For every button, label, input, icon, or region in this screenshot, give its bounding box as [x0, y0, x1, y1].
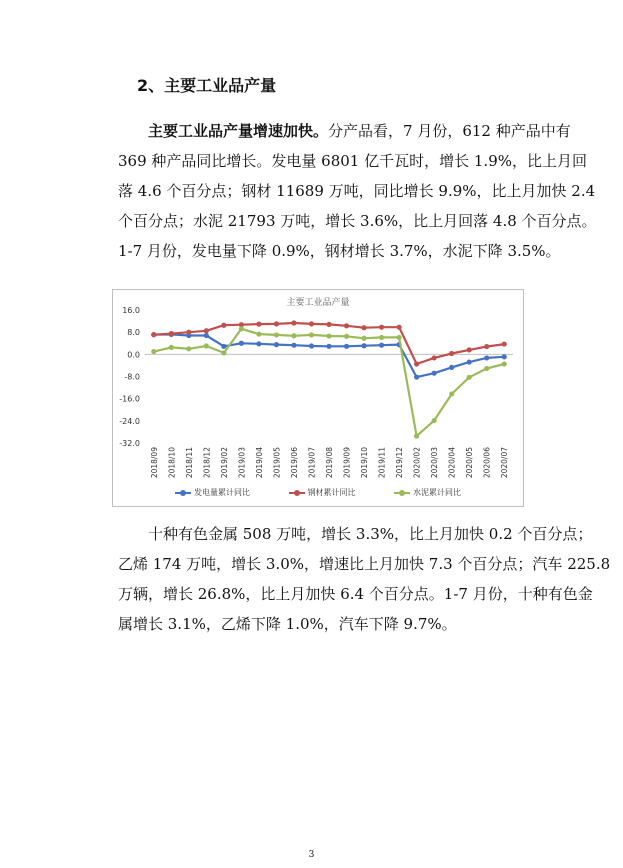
- data-point: [291, 343, 296, 348]
- x-tick-label: 2019/09: [342, 447, 352, 479]
- x-tick-label: 2018/11: [184, 447, 194, 479]
- legend-swatch-icon: [175, 489, 191, 497]
- legend-swatch-icon: [289, 489, 305, 497]
- x-tick-label: 2019/03: [237, 447, 247, 479]
- data-point: [361, 325, 366, 330]
- data-point: [221, 344, 226, 349]
- data-point: [326, 333, 331, 338]
- data-point: [361, 336, 366, 341]
- data-point: [379, 343, 384, 348]
- data-point: [467, 347, 472, 352]
- data-point: [291, 333, 296, 338]
- data-point: [221, 323, 226, 328]
- y-tick-label: 0.0: [127, 350, 140, 360]
- x-tick-label: 2019/08: [325, 447, 334, 479]
- x-tick-label: 2020/03: [430, 447, 440, 479]
- data-point: [169, 345, 174, 350]
- paragraph-line: 乙烯 174 万吨，增长 3.0%，增速比上月加快 7.3 个百分点；汽车 225.8: [118, 555, 611, 573]
- data-point: [344, 344, 349, 349]
- chart-legend: [113, 487, 523, 498]
- data-point: [361, 343, 366, 348]
- x-tick-label: 2018/12: [202, 447, 212, 479]
- data-point: [449, 351, 454, 356]
- data-point: [274, 332, 279, 337]
- data-point: [344, 334, 349, 339]
- data-point: [186, 346, 191, 351]
- legend-item: 水泥累计同比: [394, 487, 461, 498]
- data-point: [221, 350, 226, 355]
- y-tick-label: 8.0: [127, 328, 140, 338]
- data-point: [414, 374, 419, 379]
- x-tick-label: 2019/10: [360, 447, 370, 479]
- x-tick-label: 2018/09: [149, 447, 159, 479]
- x-tick-label: 2020/06: [482, 447, 492, 479]
- data-point: [502, 361, 507, 366]
- data-point: [432, 355, 437, 360]
- data-point: [274, 321, 279, 326]
- data-point: [204, 328, 209, 333]
- data-point: [484, 366, 489, 371]
- section-heading: 2、主要工业品产量: [137, 76, 277, 95]
- x-tick-label: 2018/10: [167, 447, 177, 479]
- paragraph-line: 主要工业品产量增速加快。分产品看，7 月份，612 种产品中有: [148, 122, 571, 140]
- data-point: [256, 341, 261, 346]
- paragraph-line: 落 4.6 个百分点；钢材 11689 万吨，同比增长 9.9%，比上月加快 2.4: [118, 182, 596, 200]
- paragraph-lead: 主要工业品产量增速加快。: [148, 122, 329, 140]
- x-tick-label: 2020/04: [447, 447, 457, 479]
- x-tick-label: 2019/07: [307, 447, 317, 479]
- data-point: [291, 320, 296, 325]
- legend-item: 发电量累计同比: [175, 487, 250, 498]
- data-point: [256, 322, 261, 327]
- paragraph-other-products: [118, 519, 611, 639]
- data-point: [432, 371, 437, 376]
- data-point: [379, 335, 384, 340]
- data-point: [204, 333, 209, 338]
- data-point: [326, 322, 331, 327]
- data-point: [309, 321, 314, 326]
- page-number: 3: [308, 850, 315, 860]
- chart-title: 主要工业品产量: [286, 298, 350, 308]
- data-point: [239, 326, 244, 331]
- data-point: [204, 343, 209, 348]
- line-chart: [112, 289, 524, 507]
- data-point: [467, 375, 472, 380]
- x-tick-label: 2019/02: [219, 447, 229, 479]
- data-point: [396, 335, 401, 340]
- data-point: [326, 344, 331, 349]
- data-point: [151, 349, 156, 354]
- paragraph-line: 369 种产品同比增长。发电量 6801 亿千瓦时，增长 1.9%，比上月回: [118, 152, 587, 170]
- x-tick-label: 2019/05: [272, 447, 282, 479]
- x-tick-label: 2020/07: [500, 447, 510, 479]
- data-point: [239, 341, 244, 346]
- paragraph-line: 十种有色金属 508 万吨，增长 3.3%，比上月加快 0.2 个百分点；: [148, 525, 593, 543]
- legend-swatch-icon: [394, 489, 410, 497]
- data-point: [502, 341, 507, 346]
- paragraph-line: 万辆，增长 26.8%，比上月加快 6.4 个百分点。1-7 月份，十种有色金: [118, 585, 593, 603]
- data-point: [449, 365, 454, 370]
- data-point: [274, 342, 279, 347]
- y-tick-label: 16.0: [122, 306, 140, 315]
- data-point: [432, 418, 437, 423]
- data-point: [484, 355, 489, 360]
- data-point: [309, 332, 314, 337]
- data-point: [414, 361, 419, 366]
- data-point: [186, 330, 191, 335]
- x-tick-label: 2019/11: [377, 447, 387, 479]
- chart-plot: [113, 290, 523, 506]
- data-point: [169, 331, 174, 336]
- data-point: [344, 323, 349, 328]
- data-point: [449, 391, 454, 396]
- y-tick-label: -24.0: [119, 416, 140, 426]
- paragraph-production: [118, 116, 597, 266]
- data-point: [414, 433, 419, 438]
- paragraph-line: 属增长 3.1%，乙烯下降 1.0%，汽车下降 9.7%。: [118, 615, 457, 633]
- paragraph-line: 1-7 月份，发电量下降 0.9%，钢材增长 3.7%，水泥下降 3.5%。: [118, 242, 561, 260]
- data-point: [151, 332, 156, 337]
- x-tick-label: 2020/02: [412, 447, 422, 479]
- x-tick-label: 2019/04: [254, 447, 264, 479]
- data-point: [309, 343, 314, 348]
- data-point: [502, 354, 507, 359]
- data-point: [484, 344, 489, 349]
- y-tick-label: -16.0: [119, 394, 140, 404]
- data-point: [467, 359, 472, 364]
- legend-item: 钢材累计同比: [289, 487, 356, 498]
- x-tick-label: 2019/12: [395, 447, 405, 479]
- y-tick-label: -32.0: [119, 439, 140, 448]
- data-point: [256, 332, 261, 337]
- x-tick-label: 2019/06: [289, 447, 299, 479]
- paragraph-line: 个百分点；水泥 21793 万吨，增长 3.6%，比上月回落 4.8 个百分点。: [118, 212, 597, 230]
- data-point: [379, 325, 384, 330]
- y-tick-label: -8.0: [124, 372, 140, 382]
- data-point: [396, 325, 401, 330]
- x-tick-label: 2020/05: [465, 447, 475, 479]
